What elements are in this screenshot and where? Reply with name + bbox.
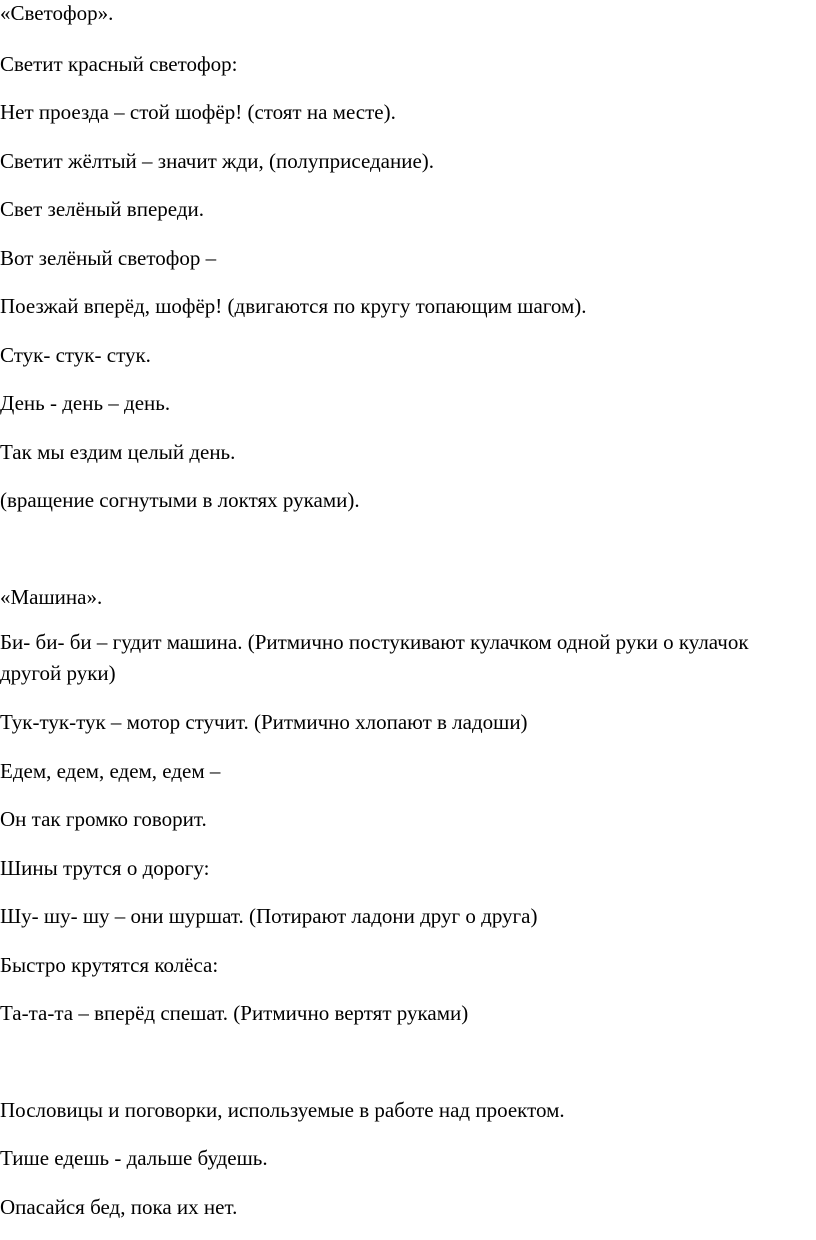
text-line: Быстро крутятся колёса: <box>0 953 219 977</box>
section-title-mashina: «Машина». <box>0 585 103 609</box>
text-line: Поезжай вперёд, шофёр! (двигаются по кругу топающим шагом). <box>0 294 587 318</box>
text-line: Светит жёлтый – значит жди, (полуприседание). <box>0 149 435 173</box>
text-line: Опасайся бед, пока их нет. <box>0 1195 238 1219</box>
text-line: Вот зелёный светофор – <box>0 246 217 270</box>
text-line: Тише едешь - дальше будешь. <box>0 1146 268 1170</box>
section-title-svetofor: «Светофор». <box>0 1 114 25</box>
text-line: Едем, едем, едем, едем – <box>0 759 221 783</box>
text-line: Нет проезда – стой шофёр! (стоят на месте). <box>0 100 396 124</box>
text-line: День - день – день. <box>0 391 171 415</box>
text-line: Он так громко говорит. <box>0 807 207 831</box>
text-line: (вращение согнутыми в локтях руками). <box>0 488 360 512</box>
text-line: Шины трутся о дорогу: <box>0 856 210 880</box>
text-line: Светит красный светофор: <box>0 52 238 76</box>
text-line: Шу- шу- шу – они шуршат. (Потирают ладони друг о друга) <box>0 904 538 928</box>
text-line: Стук- стук- стук. <box>0 343 151 367</box>
text-line: Би- би- би – гудит машина. (Ритмично постукивают кулачком одной руки о кулачок другой руки) <box>0 630 749 685</box>
text-line: Тук-тук-тук – мотор стучит. (Ритмично хлопают в ладоши) <box>0 710 528 734</box>
section-title-proverbs: Пословицы и поговорки, используемые в работе над проектом. <box>0 1098 565 1122</box>
text-line: Так мы ездим целый день. <box>0 440 236 464</box>
text-line: Свет зелёный впереди. <box>0 197 204 221</box>
text-line: Та-та-та – вперёд спешат. (Ритмично вертят руками) <box>0 1001 469 1025</box>
